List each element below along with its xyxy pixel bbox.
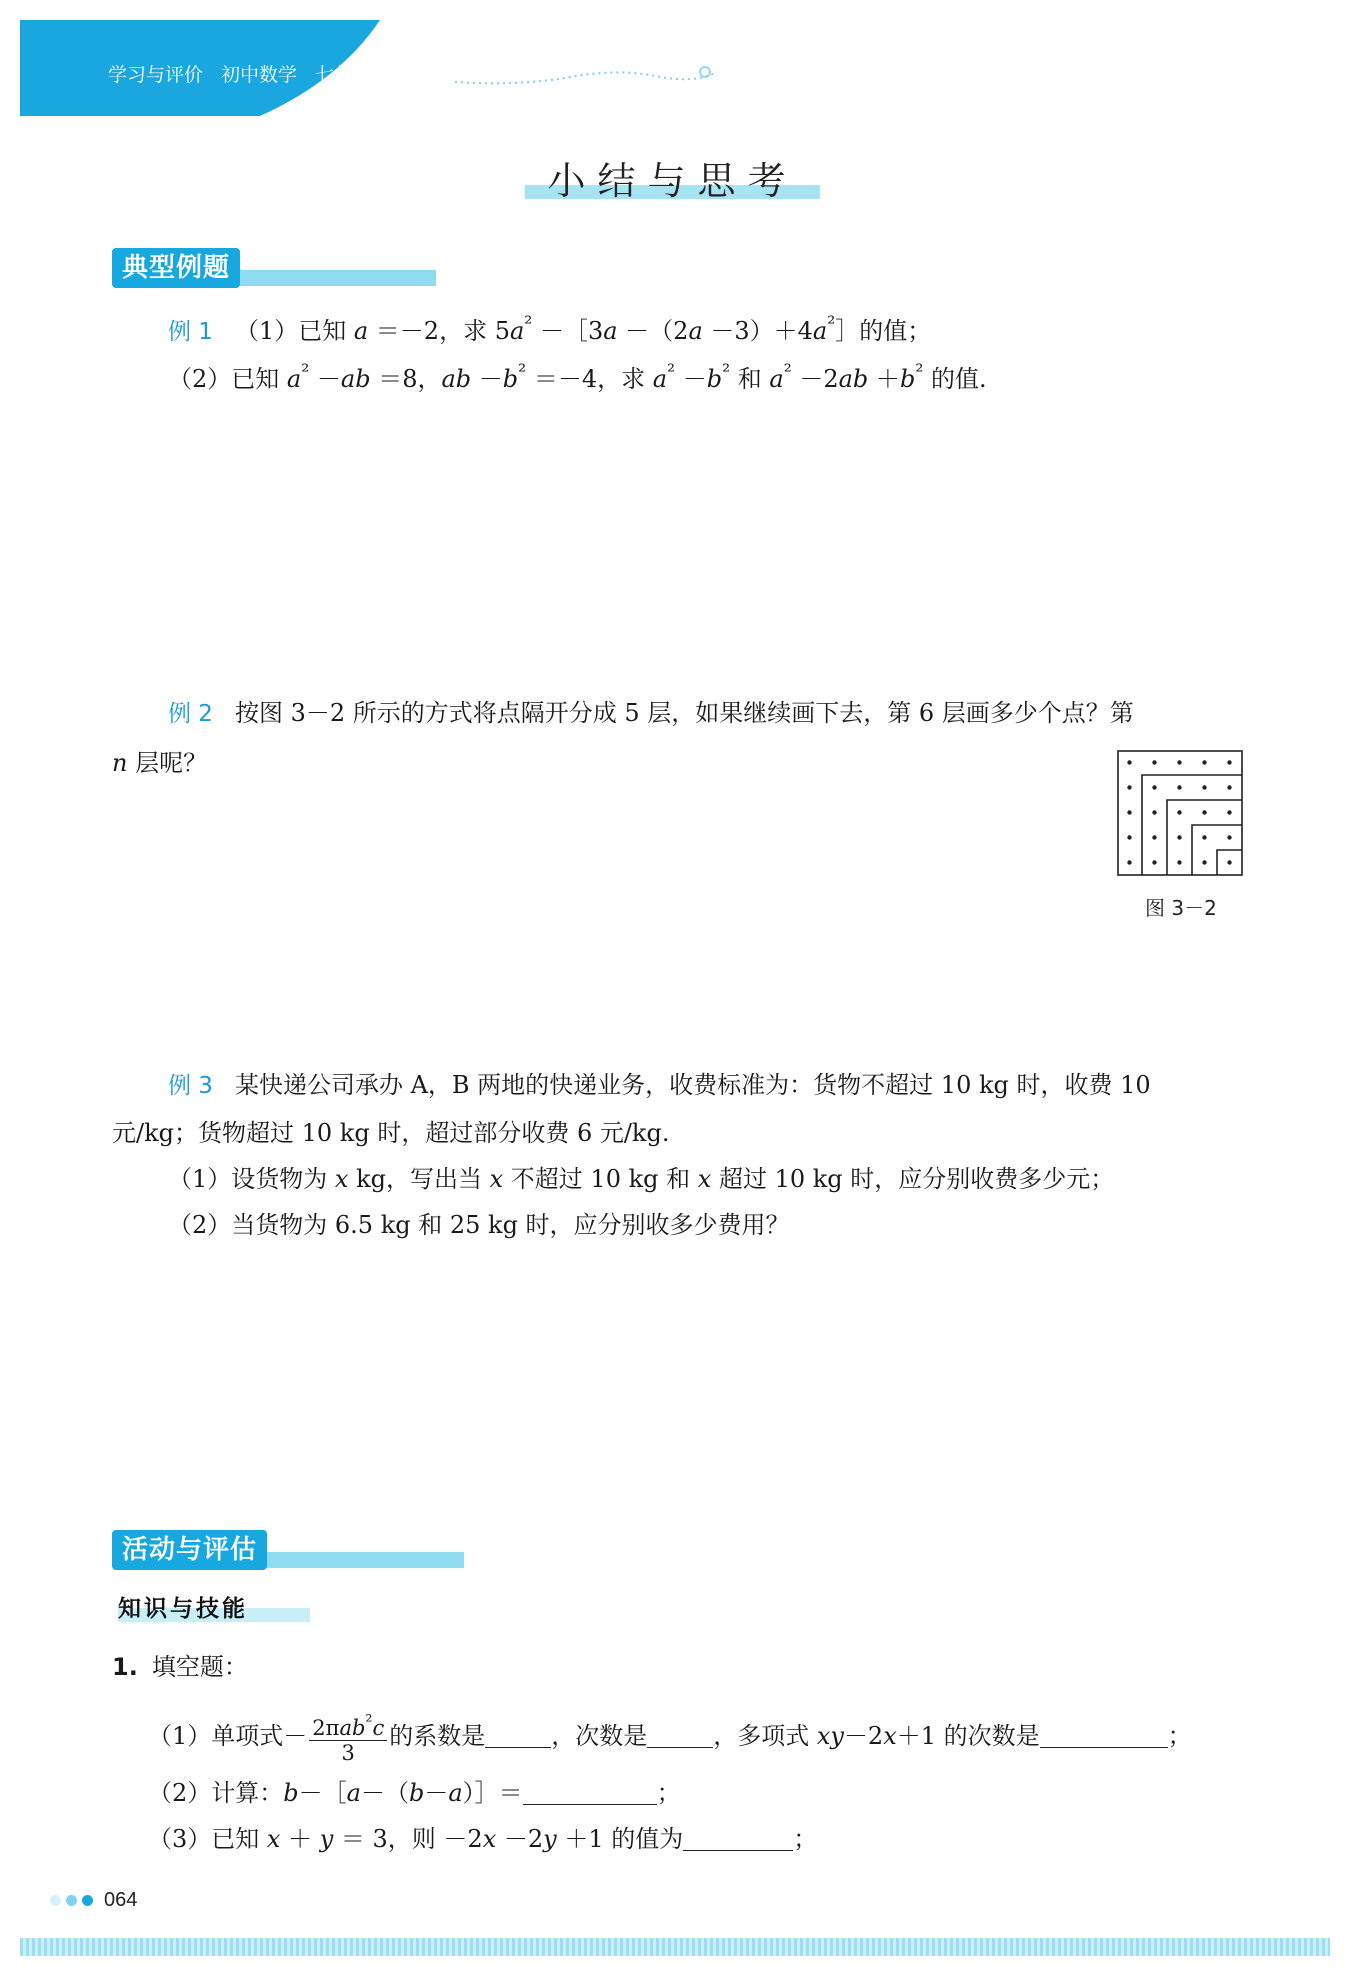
question-1-title: 1. 填空题： <box>112 1653 248 1681</box>
section-title: 典型例题 <box>112 248 240 288</box>
footer-band <box>20 1938 1330 1956</box>
fraction: $\frac{2\pi ab^{^2}c}{3}$ <box>309 1710 387 1765</box>
answer-blank-coefficient[interactable] <box>485 1722 551 1748</box>
figure-dot-layer-5 <box>1227 860 1231 864</box>
figure-dot-layer-3 <box>1227 810 1231 814</box>
question-number: 1. <box>112 1653 138 1681</box>
figure-dot-layer-1 <box>1127 785 1131 789</box>
header-dotted-curve <box>455 62 725 90</box>
example-2-line-2: n 层呢？ <box>112 749 208 777</box>
page-number: 064 <box>104 1888 138 1911</box>
footer-dot-icon <box>66 1895 77 1906</box>
example-2-label: 例 2 <box>168 701 213 727</box>
figure-dot-layer-1 <box>1127 835 1131 839</box>
figure-dot-layer-2 <box>1152 835 1156 839</box>
figure-dot-layer-3 <box>1177 810 1181 814</box>
figure-dot-layer-4 <box>1227 835 1231 839</box>
footer-dot-icon <box>82 1895 93 1906</box>
figure-dot-layer-4 <box>1202 835 1206 839</box>
section-title: 活动与评估 <box>112 1530 267 1570</box>
figure-dot-layer-1 <box>1152 760 1156 764</box>
answer-blank-polynomial-degree[interactable] <box>1040 1722 1168 1748</box>
header-series: 学习与评价 <box>108 64 204 86</box>
figure-dot-layer-3 <box>1177 835 1181 839</box>
figure-dot-layer-1 <box>1127 810 1131 814</box>
figure-dot-layer-1 <box>1177 760 1181 764</box>
figure-dot-layer-1 <box>1202 760 1206 764</box>
example-3-question-1: （1）设货物为 x kg，写出当 x 不超过 10 kg 和 x 超过 10 kg 时，应分别收费多少元； <box>168 1165 1115 1193</box>
example-3-label: 例 3 <box>168 1073 213 1099</box>
example-1-line-1: 例 1 （1）已知 a ＝－2，求 $5a^{^2}$ －［3a $-(2a -3)+4a^{^2}]$的值； <box>168 311 932 345</box>
example-1-label: 例 1 <box>168 319 213 345</box>
figure-dot-layer-2 <box>1152 785 1156 789</box>
header-grade: 七年级上册 <box>315 64 411 86</box>
figure-dot-layer-4 <box>1202 860 1206 864</box>
example-1-line-2: （2）已知 $a^{^2} -ab =8$，ab $-b^{^2} =-4$，求 $a^{^2} -b^{^2}$ 和 $a^{^2} -2ab +b^{^2}$ 的值. <box>168 359 987 393</box>
figure-dot-layer-2 <box>1152 860 1156 864</box>
figure-dot-layer-3 <box>1202 810 1206 814</box>
figure-dot-layer-1 <box>1227 760 1231 764</box>
example-2-line-1: 例 2 按图 3－2 所示的方式将点隔开分成 5 层，如果继续画下去，第 6 层画多少个点？第 <box>168 699 1134 727</box>
header-subject: 初中数学 <box>221 64 298 86</box>
figure-caption: 图 3－2 <box>1145 896 1217 920</box>
figure-dot-layer-2 <box>1227 785 1231 789</box>
question-1-item-3: （3）已知 x ＋ y ＝ 3，则 －2x －2y ＋1 的值为 ； <box>148 1825 818 1853</box>
example-3-line-2: 元/kg；货物超过 10 kg 时，超过部分收费 6 元/kg. <box>112 1119 670 1147</box>
answer-blank-value[interactable] <box>683 1825 793 1851</box>
page-title-block <box>525 150 825 206</box>
question-1-item-2: （2）计算：b－［a－（b－a）］＝ ； <box>148 1779 681 1807</box>
page-title: 小结与思考 <box>547 159 798 203</box>
figure-dot-layer-2 <box>1202 785 1206 789</box>
figure-dot-layer-2 <box>1152 810 1156 814</box>
footer-dot-icon <box>50 1895 61 1906</box>
example-3-line-1: 例 3 某快递公司承办 A，B 两地的快递业务，收费标准为：货物不超过 10 kg 时，收费 10 <box>168 1071 1151 1099</box>
answer-blank-calculation[interactable] <box>523 1779 657 1805</box>
question-1-item-1: （1）单项式－ $\frac{2\pi ab^{^2}c}{3}$ 的系数是 ，次数是 ，多项式 xy－2x＋1 的次数是 ； <box>148 1712 1192 1765</box>
page-number-block <box>50 1888 137 1912</box>
figure-dot-layer-1 <box>1127 860 1131 864</box>
figure-3-2-dot-layers <box>1117 750 1243 876</box>
figure-dot-layer-2 <box>1177 785 1181 789</box>
figure-dot-layer-1 <box>1127 760 1131 764</box>
subsection-title: 知识与技能 <box>118 1596 248 1622</box>
figure-dot-layer-3 <box>1177 860 1181 864</box>
example-3-question-2: （2）当货物为 6.5 kg 和 25 kg 时，应分别收多少费用？ <box>168 1211 790 1239</box>
header-breadcrumb <box>108 58 410 88</box>
answer-blank-degree[interactable] <box>647 1722 713 1748</box>
